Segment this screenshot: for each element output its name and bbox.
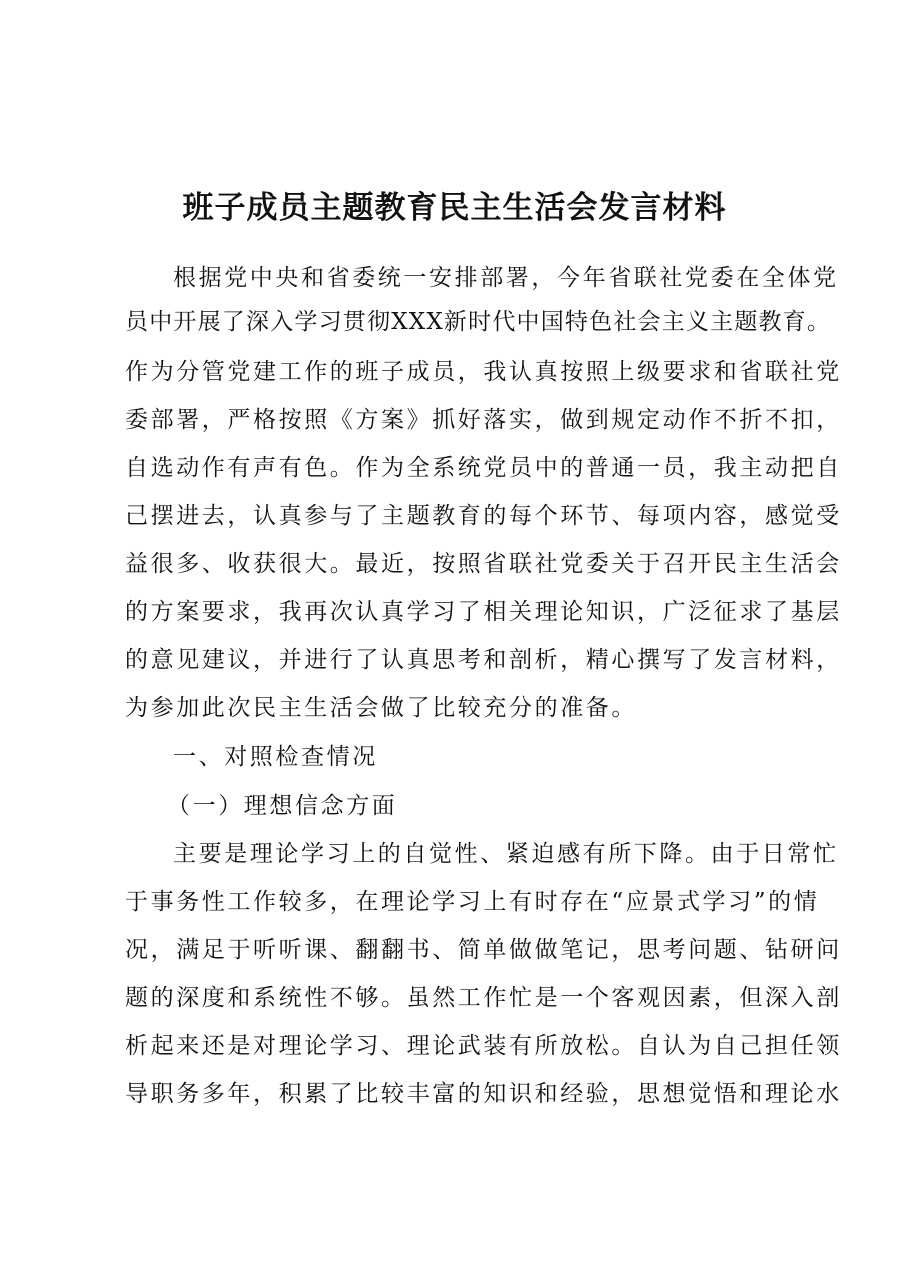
section-heading: 一、对照检查情况 <box>173 744 378 770</box>
intro-line: 己摆进去，认真参与了主题教育的每个环节、每项内容，感觉受 <box>125 503 842 529</box>
subsection-heading: （一）理想信念方面 <box>167 793 398 819</box>
body-line: 题的深度和系统性不够。虽然工作忙是一个客观因素，但深入剖 <box>125 985 842 1011</box>
intro-line: 的方案要求，我再次认真学习了相关理论知识，广泛征求了基层 <box>125 599 842 625</box>
intro-line: 作为分管党建工作的班子成员，我认真按照上级要求和省联社党 <box>125 359 842 385</box>
body-line: 主要是理论学习上的自觉性、紧迫感有所下降。由于日常忙 <box>173 841 839 867</box>
body-line: 析起来还是对理论学习、理论武装有所放松。自认为自己担任领 <box>125 1033 842 1059</box>
intro-line: 自选动作有声有色。作为全系统党员中的普通一员，我主动把自 <box>125 455 842 481</box>
intro-line: 根据党中央和省委统一安排部署，今年省联社党委在全体党 <box>173 265 839 291</box>
intro-line: 员中开展了深入学习贯彻XXX新时代中国特色社会主义主题教育。 <box>125 309 832 335</box>
body-line: 于事务性工作较多，在理论学习上有时存在“应景式学习”的情 <box>125 889 820 915</box>
body-line: 况，满足于听听课、翻翻书、简单做做笔记，思考问题、钻研问 <box>125 937 842 963</box>
intro-line: 委部署，严格按照《方案》抓好落实，做到规定动作不折不扣， <box>125 407 842 433</box>
intro-line: 益很多、收获很大。最近，按照省联社党委关于召开民主生活会 <box>125 551 842 577</box>
intro-line: 为参加此次民主生活会做了比较充分的准备。 <box>125 695 637 721</box>
intro-line: 的意见建议，并进行了认真思考和剖析，精心撰写了发言材料， <box>125 647 842 673</box>
body-line: 导职务多年，积累了比较丰富的知识和经验，思想觉悟和理论水 <box>125 1081 842 1107</box>
document-title: 班子成员主题教育民主生活会发言材料 <box>182 190 727 226</box>
